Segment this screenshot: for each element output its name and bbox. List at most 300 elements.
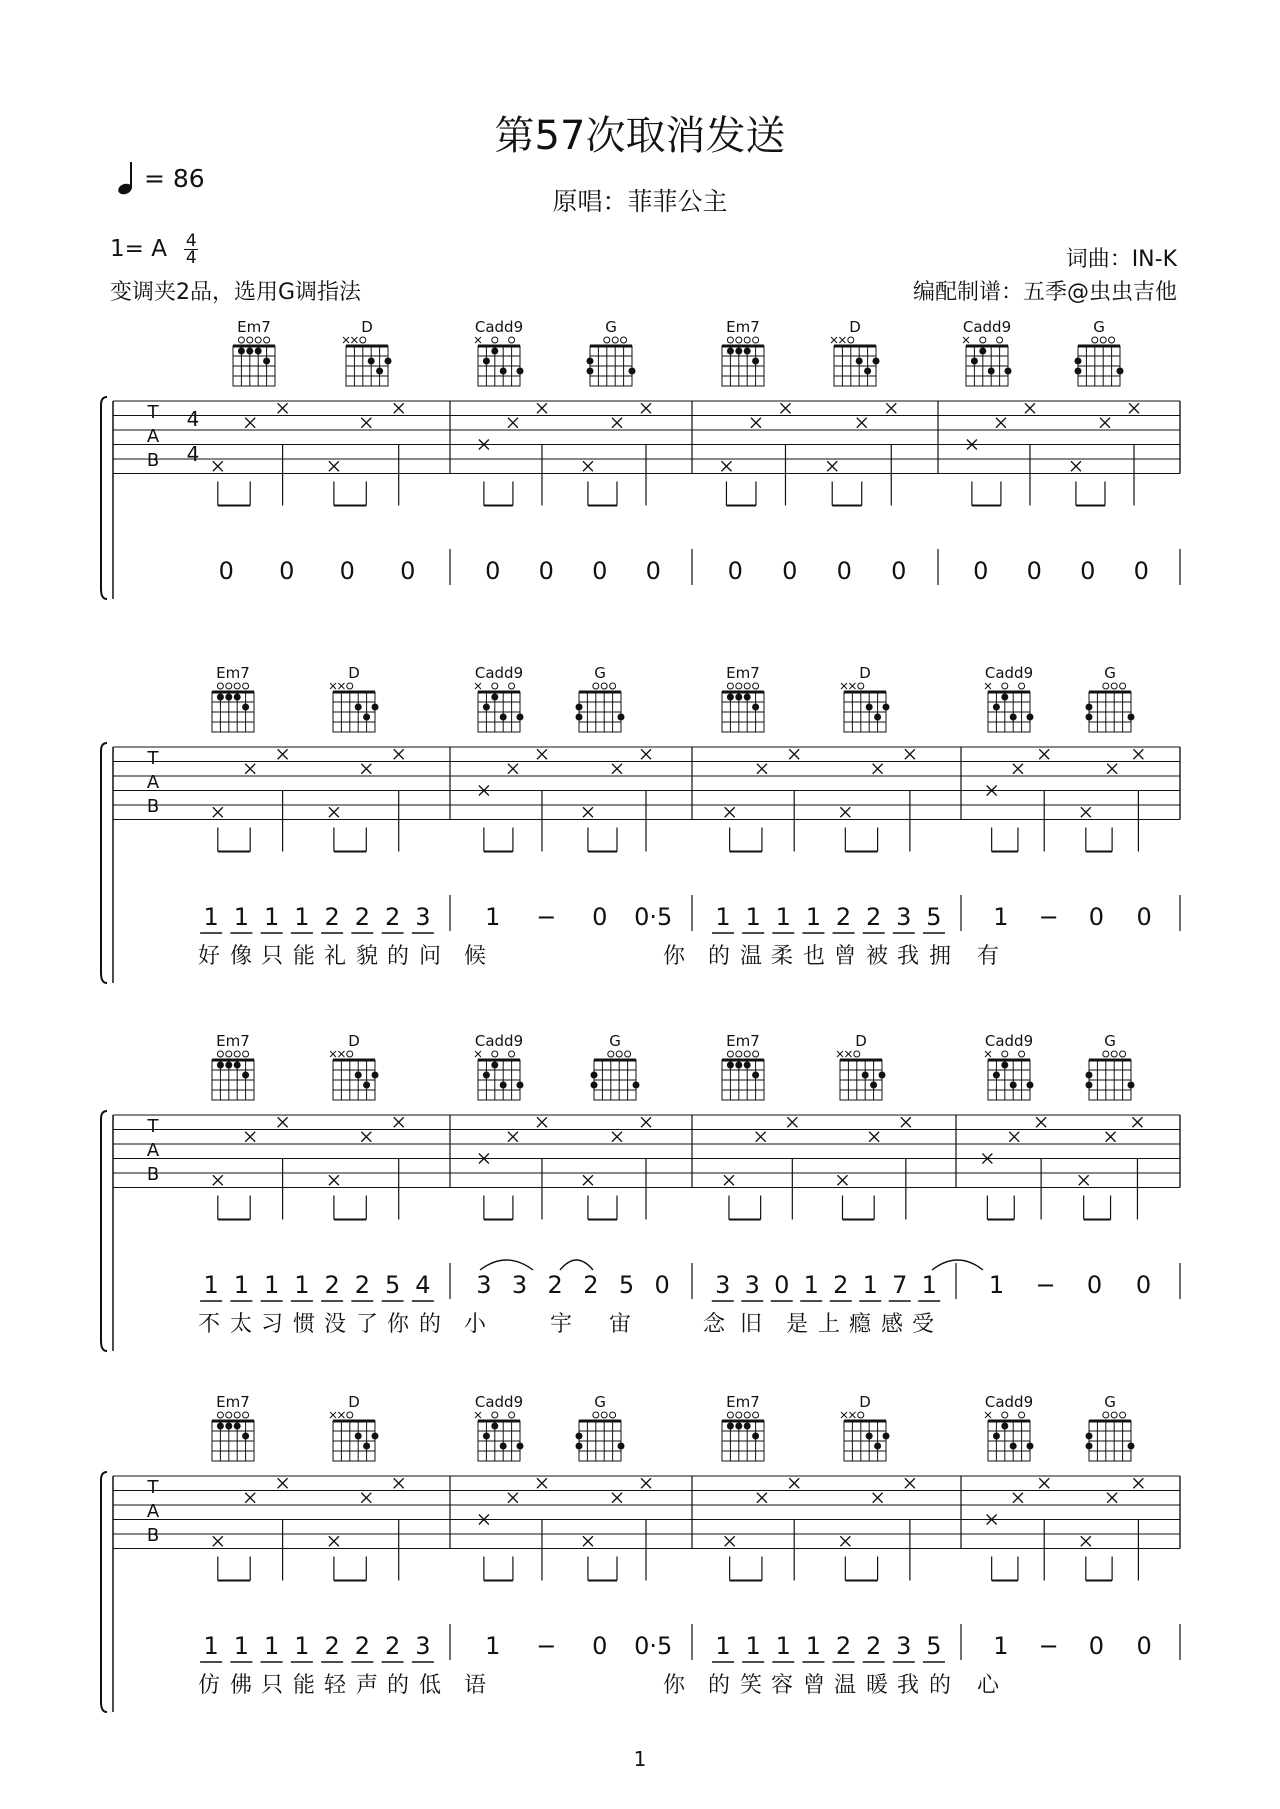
lyric-char: 感 xyxy=(880,1312,904,1337)
jianpu-note: 1 xyxy=(988,1271,1005,1299)
jianpu-note: 3 xyxy=(415,903,431,931)
original-singer: 原唱：菲菲公主 xyxy=(552,187,728,216)
finger-dot xyxy=(1117,368,1124,375)
finger-dot xyxy=(883,704,890,711)
tab-note-x xyxy=(1133,749,1143,759)
tab-clef-b: B xyxy=(146,1525,160,1546)
tab-note-x xyxy=(789,1478,799,1488)
finger-dot xyxy=(500,714,507,721)
jianpu-note: 2 xyxy=(866,903,882,931)
jianpu-note: 0 xyxy=(1136,1632,1152,1660)
finger-dot xyxy=(587,358,594,365)
jianpu-note: 2 xyxy=(384,903,401,931)
tab-note-x xyxy=(394,1117,404,1127)
system-brace xyxy=(101,743,107,983)
finger-dot xyxy=(1128,714,1135,721)
tab-clef-b: B xyxy=(146,450,160,471)
tab-note-x xyxy=(1106,1132,1116,1142)
tempo-value: = 86 xyxy=(144,163,205,193)
tab-note-x xyxy=(725,1536,735,1546)
tab-note-x xyxy=(1009,1132,1019,1142)
finger-dot xyxy=(1128,1443,1135,1450)
finger-dot xyxy=(1086,1082,1093,1089)
lyricist-credit: 词曲：IN-K xyxy=(1065,247,1177,272)
jianpu-note: 0 xyxy=(654,1271,670,1299)
finger-dot xyxy=(1086,1072,1093,1079)
finger-dot xyxy=(1005,368,1012,375)
tab-note-x xyxy=(537,1117,547,1127)
lyric-char: 貌 xyxy=(355,944,379,969)
finger-dot xyxy=(587,368,594,375)
jianpu-note: 1 xyxy=(294,1632,310,1660)
tab-note-x xyxy=(1013,764,1023,774)
tab-note-x xyxy=(1081,1536,1091,1546)
jianpu-note: 5 xyxy=(926,903,942,931)
tab-note-x xyxy=(583,1175,593,1185)
slur-tie xyxy=(480,1260,533,1270)
tab-note-x xyxy=(641,1478,651,1488)
jianpu-note: 0 xyxy=(774,1271,790,1299)
jianpu-note: 1 xyxy=(921,1271,937,1299)
tab-note-x xyxy=(1129,403,1139,413)
jianpu-note: 1 xyxy=(993,1632,1009,1660)
time-sig-bottom: 4 xyxy=(185,248,197,268)
jianpu-note: 1 xyxy=(485,1632,501,1660)
tab-time-sig-top: 4 xyxy=(186,407,200,431)
lyric-char: 没 xyxy=(323,1312,347,1337)
lyric-char: 旧 xyxy=(739,1312,763,1337)
tab-note-x xyxy=(724,1175,734,1185)
jianpu-note: 0 xyxy=(592,903,608,931)
chord-name: Cadd9 xyxy=(474,664,524,682)
finger-dot xyxy=(866,704,873,711)
finger-dot xyxy=(372,704,379,711)
jianpu-note: 3 xyxy=(476,1271,492,1299)
chord-name: D xyxy=(855,1032,867,1050)
chord-diagram-em7 xyxy=(722,318,764,386)
jianpu-note: 1 xyxy=(203,1271,219,1299)
finger-dot xyxy=(618,1443,625,1450)
finger-dot xyxy=(735,694,742,701)
lyric-char: 只 xyxy=(260,1673,284,1698)
lyric-char: 问 xyxy=(418,944,442,969)
capo-note: 变调夹2品，选用G调指法 xyxy=(110,280,362,305)
tab-note-x xyxy=(1039,749,1049,759)
jianpu-note: 2 xyxy=(866,1632,882,1660)
jianpu-note: 0 xyxy=(538,557,554,585)
lyric-char: 你 xyxy=(386,1312,410,1337)
tab-note-x xyxy=(721,461,731,471)
tab-note-x xyxy=(537,1478,547,1488)
lyric-char: 我 xyxy=(896,1673,920,1698)
finger-dot xyxy=(483,358,490,365)
finger-dot xyxy=(864,368,871,375)
finger-dot xyxy=(363,1443,370,1450)
chord-name: Em7 xyxy=(216,1032,250,1050)
system-brace xyxy=(101,1111,107,1351)
jianpu-note: 2 xyxy=(354,1271,371,1299)
tab-clef-b: B xyxy=(146,796,160,817)
jianpu-note: 2 xyxy=(583,1271,599,1299)
jianpu-note: 2 xyxy=(324,1271,340,1299)
jianpu-note: 2 xyxy=(384,1632,401,1660)
score-system-3 xyxy=(101,1111,1180,1351)
chord-diagram-d xyxy=(831,318,880,386)
tab-note-x xyxy=(789,749,799,759)
tab-clef-a: A xyxy=(146,426,160,447)
finger-dot xyxy=(500,368,507,375)
lyric-char: 习 xyxy=(260,1312,284,1337)
jianpu-note: 2 xyxy=(324,1632,340,1660)
lyric-char: 温 xyxy=(739,944,763,969)
finger-dot xyxy=(242,1072,249,1079)
chord-name: Em7 xyxy=(726,1032,760,1050)
finger-dot xyxy=(363,1082,370,1089)
chord-diagram-d xyxy=(330,664,379,732)
tab-note-x xyxy=(245,418,255,428)
finger-dot xyxy=(368,358,375,365)
tab-note-x xyxy=(245,1493,255,1503)
tab-note-x xyxy=(537,403,547,413)
tab-note-x xyxy=(641,1117,651,1127)
tab-note-x xyxy=(329,807,339,817)
jianpu-note: 0 xyxy=(891,557,907,585)
lyric-char: 拥 xyxy=(928,944,952,969)
time-sig-top: 4 xyxy=(185,231,197,251)
tab-clef-t: T xyxy=(147,1116,159,1137)
tab-note-x xyxy=(756,1132,766,1142)
jianpu-note: 0 xyxy=(279,557,295,585)
jianpu-note: 1 xyxy=(805,903,822,931)
jianpu-note: 1 xyxy=(263,1632,280,1660)
tab-note-x xyxy=(827,461,837,471)
tab-clef-t: T xyxy=(147,1477,159,1498)
slur-tie xyxy=(560,1260,593,1270)
finger-dot xyxy=(576,704,583,711)
chord-diagram-cadd9 xyxy=(985,1393,1034,1461)
finger-dot xyxy=(752,1433,759,1440)
jianpu-note: 1 xyxy=(203,903,219,931)
tab-note-x xyxy=(508,764,518,774)
jianpu-note: 2 xyxy=(354,1632,371,1660)
lyric-char: 的 xyxy=(386,1673,410,1698)
tab-note-x xyxy=(394,749,404,759)
chord-name: G xyxy=(609,1032,621,1050)
tab-note-x xyxy=(725,807,735,817)
jianpu-note: 3 xyxy=(896,1632,912,1660)
chord-name: Em7 xyxy=(216,1393,250,1411)
tab-note-x xyxy=(329,1175,339,1185)
tab-note-x xyxy=(612,1493,622,1503)
lyric-char: 念 xyxy=(702,1312,726,1337)
finger-dot xyxy=(225,1423,232,1430)
tab-note-x xyxy=(394,1478,404,1488)
tab-note-x xyxy=(787,1117,797,1127)
chord-diagram-d xyxy=(841,664,890,732)
jianpu-note: 1 xyxy=(294,903,310,931)
finger-dot xyxy=(979,348,986,355)
tab-note-x xyxy=(278,403,288,413)
chord-diagram-cadd9 xyxy=(475,1032,524,1100)
tab-note-x xyxy=(1036,1117,1046,1127)
tab-note-x xyxy=(361,418,371,428)
jianpu-note: 0 xyxy=(645,557,661,585)
tab-note-x xyxy=(757,1493,767,1503)
jianpu-note: − xyxy=(536,1632,557,1660)
finger-dot xyxy=(355,1072,362,1079)
finger-dot xyxy=(500,1443,507,1450)
tab-note-x xyxy=(886,403,896,413)
finger-dot xyxy=(591,1072,598,1079)
jianpu-note: 0 xyxy=(1088,1632,1105,1660)
finger-dot xyxy=(1086,1433,1093,1440)
finger-dot xyxy=(727,694,734,701)
jianpu-note: 1 xyxy=(715,1632,731,1660)
finger-dot xyxy=(727,1423,734,1430)
finger-dot xyxy=(1027,714,1034,721)
jianpu-note: 2 xyxy=(833,1271,849,1299)
finger-dot xyxy=(234,1062,241,1069)
lyric-char: 曾 xyxy=(833,944,857,969)
jianpu-note: 2 xyxy=(547,1271,563,1299)
jianpu-note: 1 xyxy=(715,903,731,931)
jianpu-note: 2 xyxy=(835,1632,852,1660)
system-brace xyxy=(101,397,107,599)
tab-note-x xyxy=(905,1478,915,1488)
lyric-char: 的 xyxy=(707,1673,731,1698)
chord-name: Cadd9 xyxy=(984,1393,1034,1411)
chord-name: D xyxy=(348,1032,360,1050)
lyric-char: 了 xyxy=(355,1312,379,1337)
finger-dot xyxy=(1086,704,1093,711)
jianpu-note: 3 xyxy=(511,1271,528,1299)
chord-name: Cadd9 xyxy=(474,318,524,336)
finger-dot xyxy=(517,1443,524,1450)
jianpu-note: 1 xyxy=(233,903,250,931)
lyric-char: 曾 xyxy=(802,1673,826,1698)
jianpu-note: 5 xyxy=(384,1271,401,1299)
jianpu-note: 0·5 xyxy=(634,1632,673,1660)
finger-dot xyxy=(752,704,759,711)
tab-note-x xyxy=(1079,1175,1089,1185)
finger-dot xyxy=(618,714,625,721)
finger-dot xyxy=(993,1072,1000,1079)
finger-dot xyxy=(217,1062,224,1069)
jianpu-note: 0 xyxy=(592,557,608,585)
key-label: 1= A xyxy=(110,236,167,262)
tab-note-x xyxy=(361,1493,371,1503)
finger-dot xyxy=(866,1433,873,1440)
jianpu-note: 0 xyxy=(485,557,501,585)
lyric-char: 声 xyxy=(355,1673,379,1698)
jianpu-note: 0·5 xyxy=(634,903,673,931)
jianpu-note: 1 xyxy=(203,1632,219,1660)
lyric-char: 小 xyxy=(463,1312,487,1337)
finger-dot xyxy=(376,368,383,375)
lyric-char: 你 xyxy=(662,944,686,969)
jianpu-note: 0 xyxy=(836,557,852,585)
finger-dot xyxy=(372,1072,379,1079)
finger-dot xyxy=(1001,1423,1008,1430)
tab-note-x xyxy=(213,461,223,471)
jianpu-note: − xyxy=(1038,1632,1059,1660)
tab-note-x xyxy=(1107,1493,1117,1503)
slur-tie xyxy=(932,1260,983,1270)
tab-note-x xyxy=(1025,403,1035,413)
lyric-char: 你 xyxy=(662,1673,686,1698)
finger-dot xyxy=(735,1062,742,1069)
finger-dot xyxy=(242,1433,249,1440)
chord-diagram-g xyxy=(591,1032,640,1100)
tab-note-x xyxy=(361,764,371,774)
chord-name: Em7 xyxy=(216,664,250,682)
jianpu-note: 3 xyxy=(744,1271,760,1299)
jianpu-note: 0 xyxy=(1136,903,1152,931)
finger-dot xyxy=(217,1423,224,1430)
chord-diagram-d xyxy=(330,1393,379,1461)
jianpu-note: 1 xyxy=(803,1271,819,1299)
tab-note-x xyxy=(901,1117,911,1127)
finger-dot xyxy=(246,348,253,355)
finger-dot xyxy=(363,714,370,721)
chord-name: Cadd9 xyxy=(962,318,1012,336)
lyric-char: 能 xyxy=(292,1673,316,1698)
tab-note-x xyxy=(873,764,883,774)
jianpu-note: 3 xyxy=(715,1271,731,1299)
finger-dot xyxy=(752,1072,759,1079)
chord-diagram-cadd9 xyxy=(985,1032,1034,1100)
jianpu-note: 1 xyxy=(294,1271,310,1299)
lyric-char: 语 xyxy=(463,1673,487,1698)
finger-dot xyxy=(517,1082,524,1089)
tab-note-x xyxy=(905,749,915,759)
chord-diagram-g xyxy=(587,318,636,386)
tab-note-x xyxy=(1013,1493,1023,1503)
lyric-char: 我 xyxy=(896,944,920,969)
finger-dot xyxy=(576,714,583,721)
tab-note-x xyxy=(583,461,593,471)
lyric-char: 候 xyxy=(463,944,487,969)
chord-diagram-em7 xyxy=(212,1393,254,1461)
jianpu-note: 1 xyxy=(745,1632,761,1660)
finger-dot xyxy=(355,1433,362,1440)
jianpu-note: − xyxy=(1035,1271,1056,1299)
lyric-char: 受 xyxy=(911,1312,935,1337)
tab-note-x xyxy=(245,1132,255,1142)
chord-name: Em7 xyxy=(726,664,760,682)
chord-name: D xyxy=(859,1393,871,1411)
tab-note-x xyxy=(840,1536,850,1546)
chord-diagram-d xyxy=(343,318,392,386)
chord-diagram-cadd9 xyxy=(475,318,524,386)
tab-note-x xyxy=(508,418,518,428)
tab-note-x xyxy=(508,1493,518,1503)
score-system-4 xyxy=(101,1472,1180,1712)
jianpu-note: 0 xyxy=(1088,903,1105,931)
lyric-char: 太 xyxy=(229,1312,253,1337)
tab-note-x xyxy=(873,1493,883,1503)
finger-dot xyxy=(238,348,245,355)
jianpu-note: 3 xyxy=(896,903,912,931)
finger-dot xyxy=(263,358,270,365)
tab-note-x xyxy=(1071,461,1081,471)
jianpu-note: 0 xyxy=(727,557,743,585)
score-system-1 xyxy=(101,397,1180,599)
jianpu-note: 1 xyxy=(805,1632,822,1660)
tab-note-x xyxy=(857,418,867,428)
chord-diagram-g xyxy=(1086,664,1135,732)
finger-dot xyxy=(735,348,742,355)
finger-dot xyxy=(874,1443,881,1450)
finger-dot xyxy=(483,704,490,711)
tab-note-x xyxy=(329,461,339,471)
tab-note-x xyxy=(213,807,223,817)
lyric-char: 上 xyxy=(817,1312,841,1337)
chord-name: D xyxy=(348,1393,360,1411)
chord-diagram-d xyxy=(841,1393,890,1461)
chord-name: G xyxy=(1104,1032,1116,1050)
chord-name: D xyxy=(348,664,360,682)
chord-name: D xyxy=(849,318,861,336)
jianpu-note: 1 xyxy=(775,1632,791,1660)
finger-dot xyxy=(744,1062,751,1069)
tab-note-x xyxy=(278,1478,288,1488)
lyric-char: 不 xyxy=(197,1312,221,1337)
tab-clef-a: A xyxy=(146,772,160,793)
finger-dot xyxy=(355,704,362,711)
finger-dot xyxy=(491,694,498,701)
finger-dot xyxy=(576,1443,583,1450)
jianpu-note: 5 xyxy=(618,1271,635,1299)
finger-dot xyxy=(735,1423,742,1430)
chord-diagram-cadd9 xyxy=(963,318,1012,386)
lyric-char: 心 xyxy=(976,1673,1000,1698)
jianpu-note: 3 xyxy=(415,1632,431,1660)
jianpu-note: 1 xyxy=(485,903,501,931)
tab-note-x xyxy=(837,1175,847,1185)
tab-note-x xyxy=(278,1117,288,1127)
lyric-char: 柔 xyxy=(770,944,794,969)
jianpu-note: 0 xyxy=(1135,1271,1152,1299)
finger-dot xyxy=(491,1423,498,1430)
finger-dot xyxy=(633,1082,640,1089)
lyric-char: 的 xyxy=(707,944,731,969)
chord-name: Em7 xyxy=(726,318,760,336)
lyric-char: 被 xyxy=(865,944,889,969)
chord-name: D xyxy=(361,318,373,336)
jianpu-note: 1 xyxy=(745,903,761,931)
jianpu-note: 2 xyxy=(835,903,852,931)
jianpu-note: 0 xyxy=(400,557,416,585)
jianpu-note: 7 xyxy=(892,1271,908,1299)
tab-note-x xyxy=(1132,1117,1142,1127)
jianpu-note: 1 xyxy=(233,1632,250,1660)
chord-name: Em7 xyxy=(726,1393,760,1411)
chord-name: Cadd9 xyxy=(984,1032,1034,1050)
finger-dot xyxy=(629,368,636,375)
tab-note-x xyxy=(840,807,850,817)
tab-note-x xyxy=(996,418,1006,428)
lyric-char: 瘾 xyxy=(848,1312,872,1337)
tab-note-x xyxy=(869,1132,879,1142)
jianpu-note: 0 xyxy=(339,557,355,585)
lyric-char: 低 xyxy=(418,1673,442,1698)
finger-dot xyxy=(870,1082,877,1089)
finger-dot xyxy=(1010,714,1017,721)
tab-note-x xyxy=(583,807,593,817)
finger-dot xyxy=(234,1423,241,1430)
arranger-credit: 编配制谱：五季@虫虫吉他 xyxy=(912,280,1177,305)
